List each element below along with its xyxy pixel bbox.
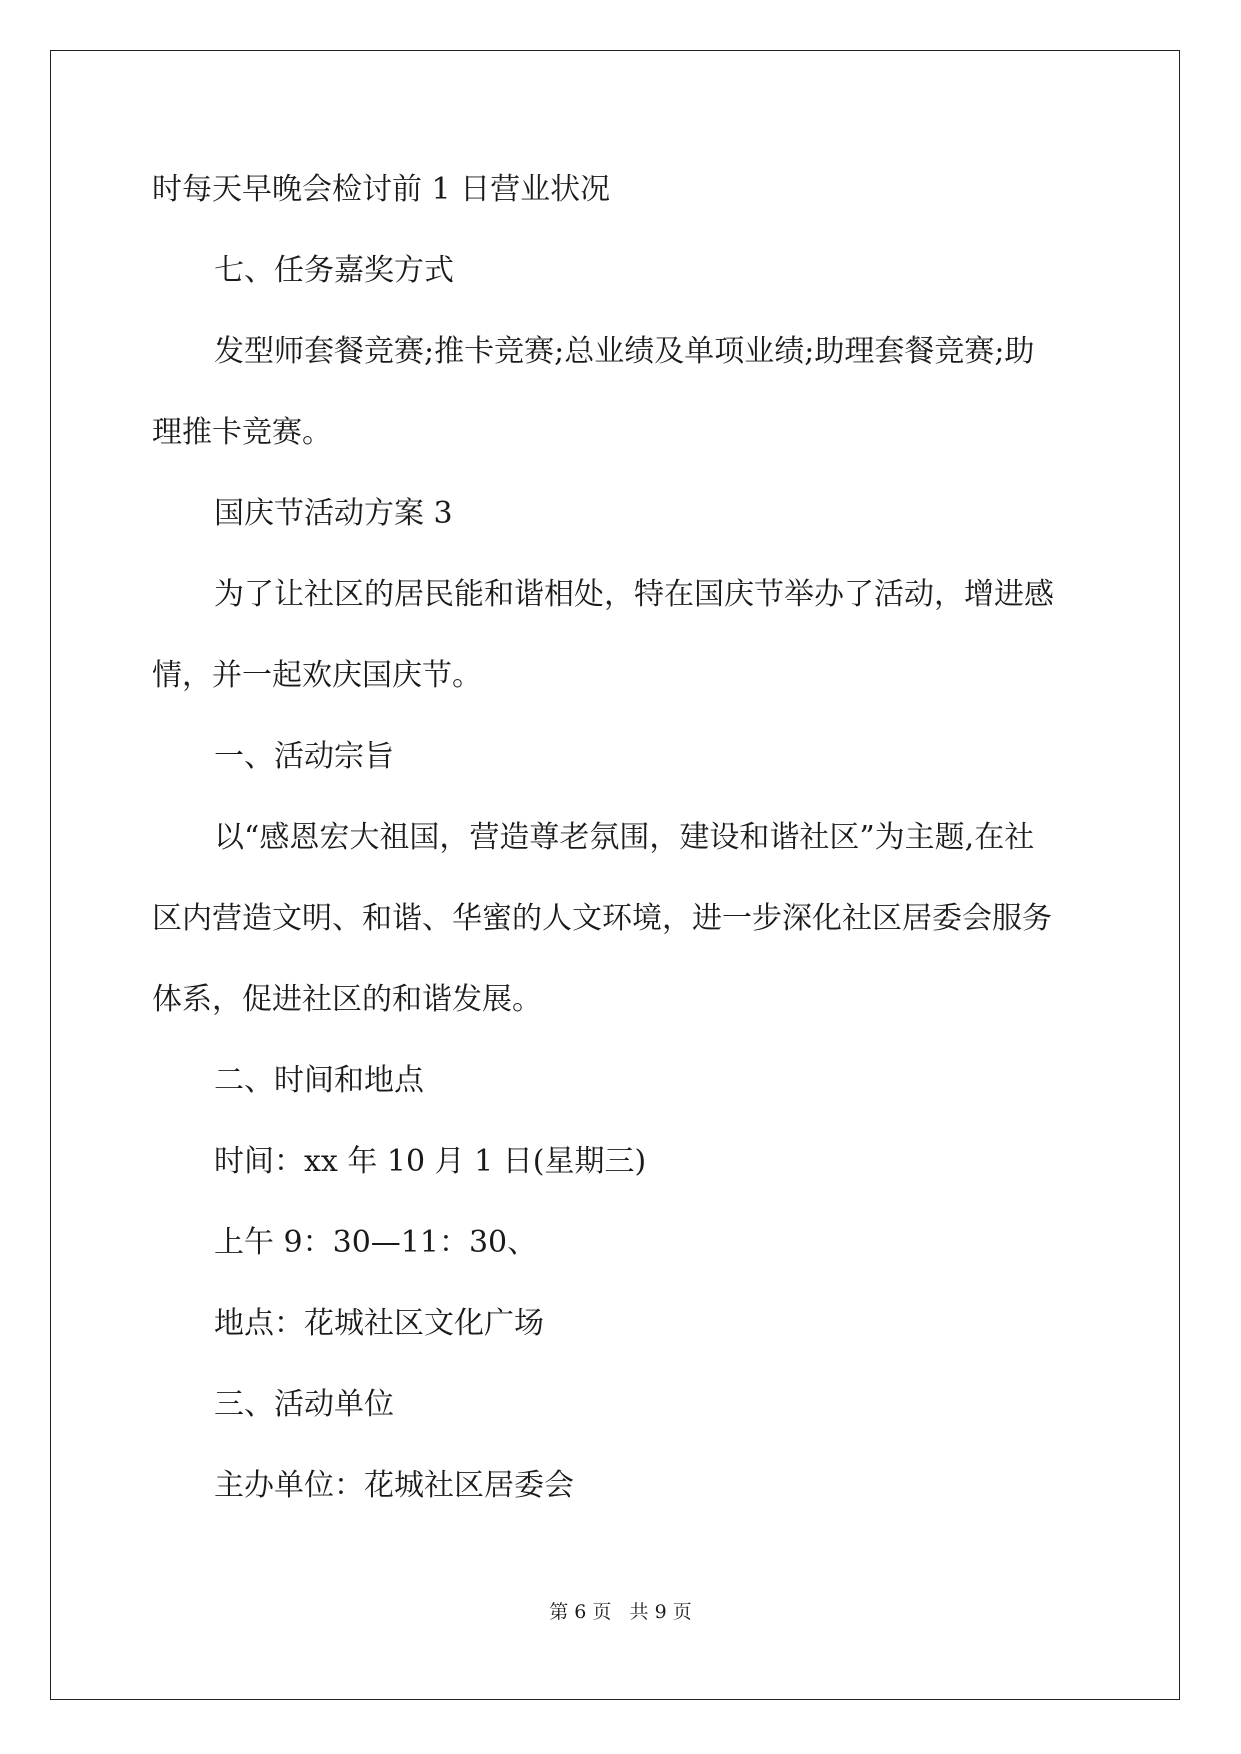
text-line: 区内营造文明、和谐、华蜜的人文环境，进一步深化社区居委会服务 [152, 901, 1052, 936]
text-line: 为了让社区的居民能和谐相处，特在国庆节举办了活动，增进感 [214, 577, 1054, 612]
text-line: 体系，促进社区的和谐发展。 [152, 982, 542, 1017]
text-line: 理推卡竞赛。 [152, 415, 332, 450]
text-line: 情，并一起欢庆国庆节。 [152, 658, 482, 693]
page-border [50, 50, 1180, 1700]
section-heading: 二、时间和地点 [214, 1063, 424, 1098]
text-line: 时间：xx 年 10 月 1 日(星期三) [214, 1144, 647, 1179]
page-number-footer: 第 6 页 共 9 页 [549, 1601, 692, 1623]
document-title: 国庆节活动方案 3 [214, 496, 453, 531]
section-heading: 三、活动单位 [214, 1387, 394, 1422]
text-line: 时每天早晚会检讨前 1 日营业状况 [152, 172, 611, 207]
text-line: 以“感恩宏大祖国，营造尊老氛围，建设和谐社区”为主题,在社 [214, 820, 1035, 855]
text-line: 发型师套餐竞赛;推卡竞赛;总业绩及单项业绩;助理套餐竞赛;助 [214, 334, 1035, 369]
text-line: 主办单位：花城社区居委会 [214, 1468, 574, 1503]
text-line: 上午 9：30—11：30、 [214, 1225, 538, 1260]
text-line: 地点：花城社区文化广场 [214, 1306, 544, 1341]
section-heading: 一、活动宗旨 [214, 739, 394, 774]
section-heading: 七、任务嘉奖方式 [214, 253, 454, 288]
